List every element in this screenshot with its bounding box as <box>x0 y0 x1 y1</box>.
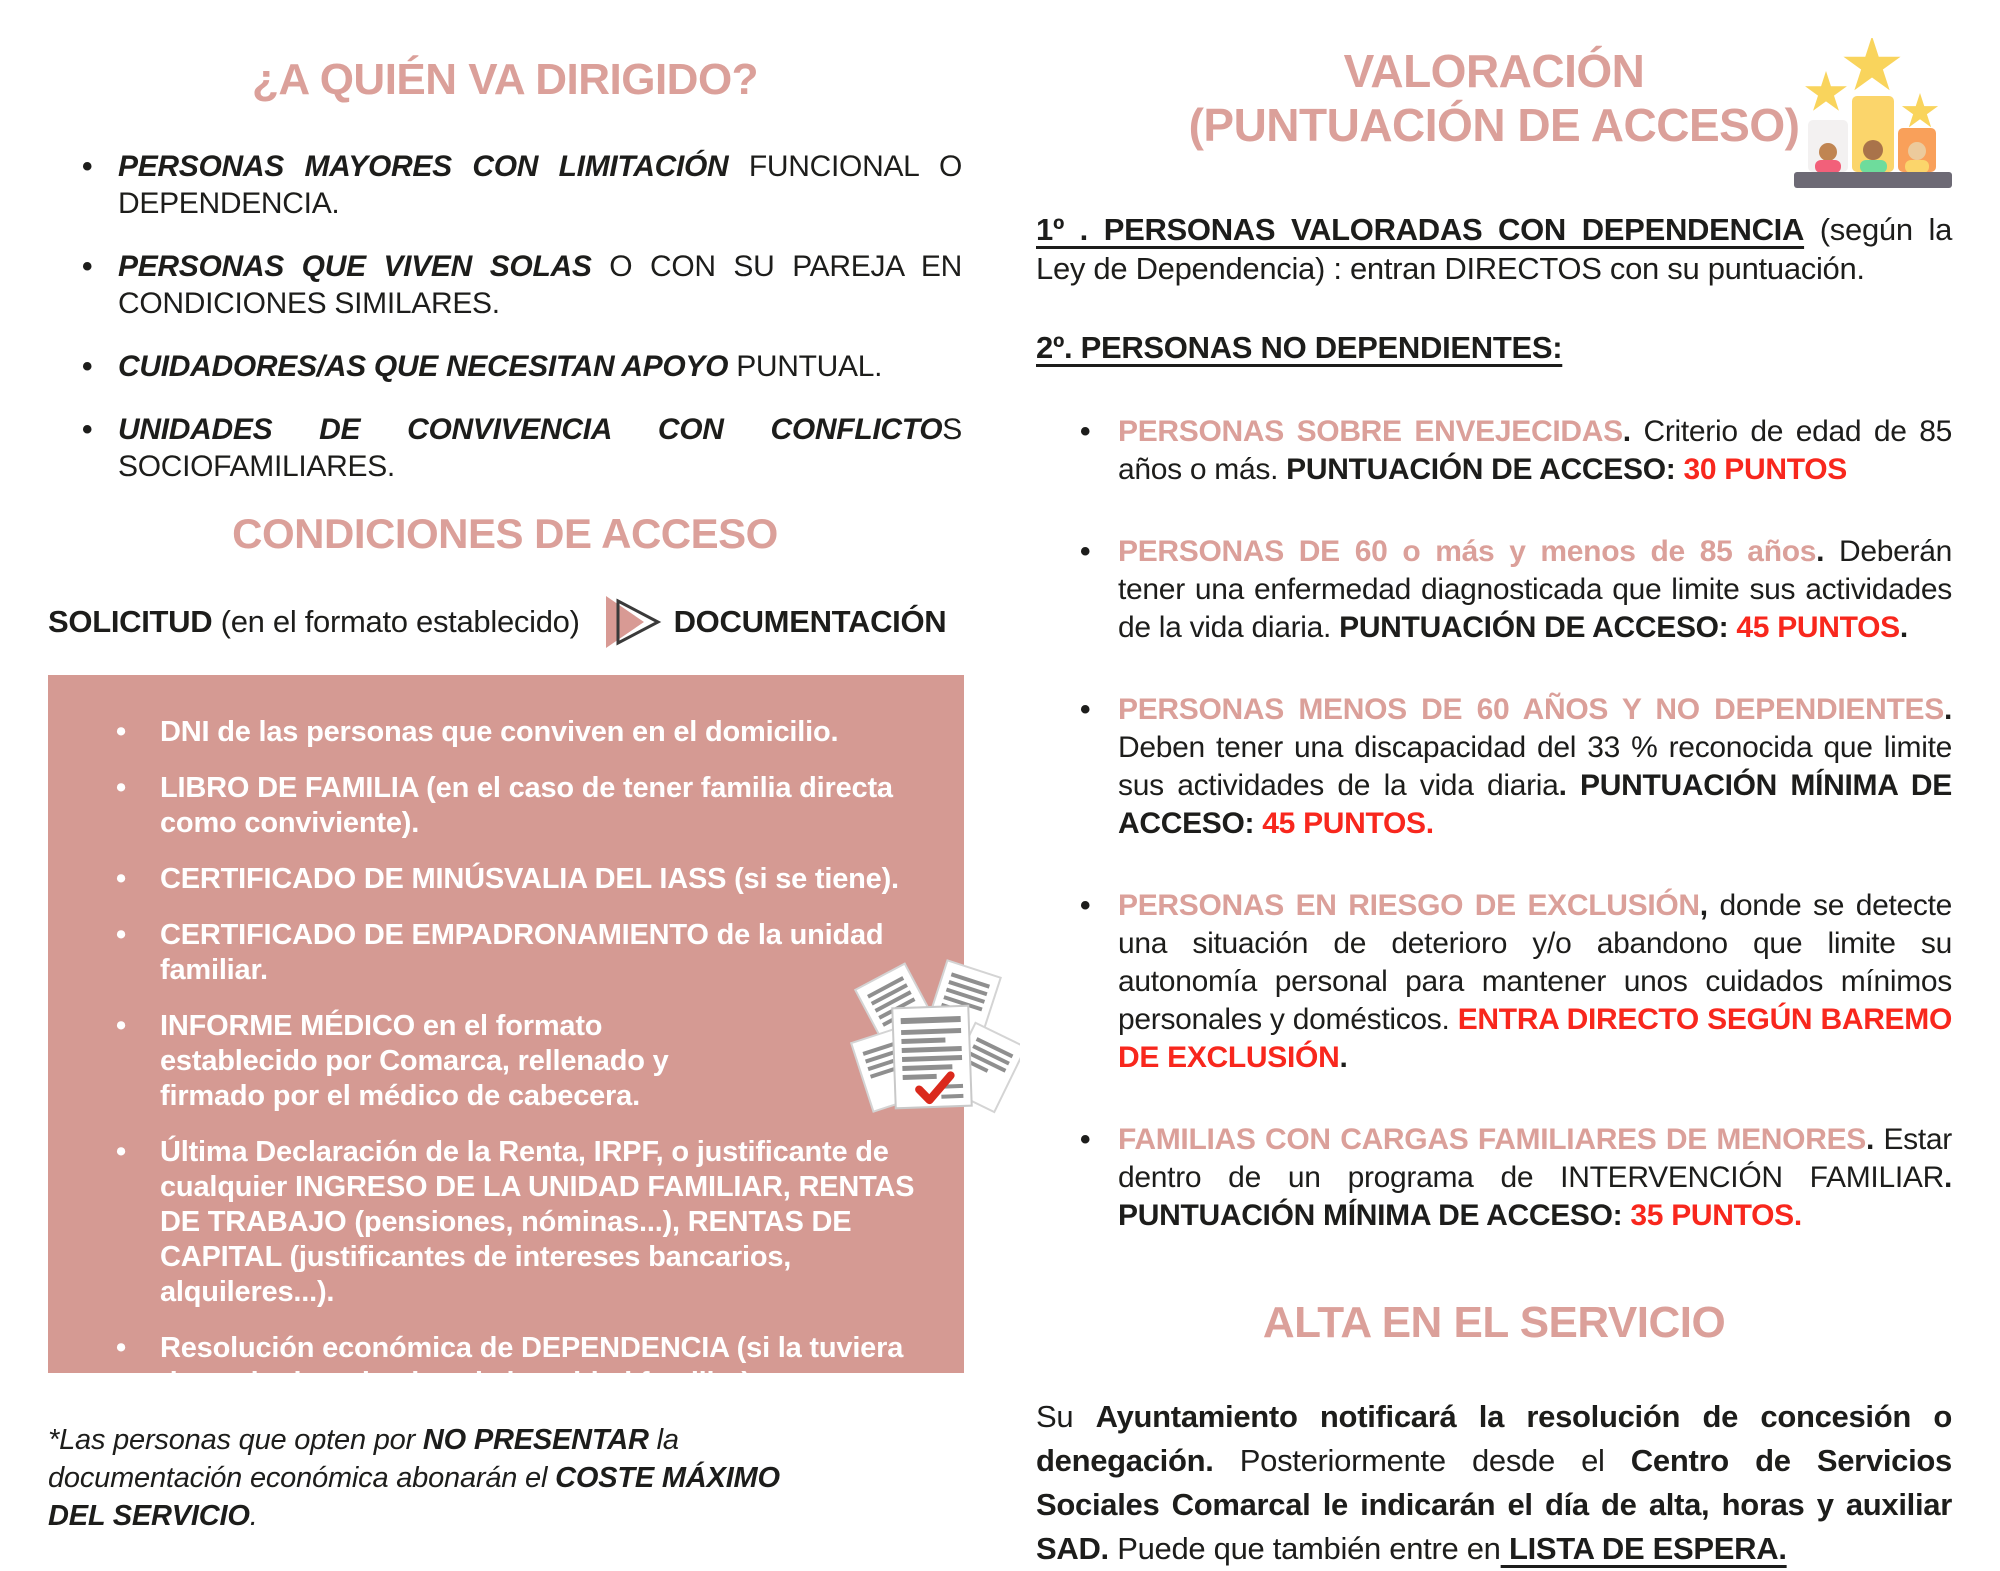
alta-paragraph: Su Ayuntamiento notificará la resolución de concesión o denegación. Posteriormente desde el Centro de Servicios Sociales Comarcal le indicarán el día de alta, horas y auxiliar SAD. Puede que también entre en LISTA DE ESPERA. <box>1036 1399 1952 1566</box>
right-column <box>1036 0 1952 1571</box>
document-item: • INFORME MÉDICO en el formato establecido por Comarca, rellenado y firmado por el médico de cabecera. <box>98 1009 920 1114</box>
valuation-intro-2: 2º. PERSONAS NO DEPENDIENTES: <box>1036 330 1563 365</box>
documents-box <box>48 675 964 1399</box>
valuation-list <box>1036 413 1952 1235</box>
valuation-header <box>1036 44 1952 152</box>
audience-title: ¿A QUIÉN VA DIRIGIDO? <box>251 55 759 104</box>
audience-item: • PERSONAS QUE VIVEN SOLAS O CON SU PAREJA EN CONDICIONES SIMILARES. <box>48 248 962 322</box>
document-item: • LIBRO DE FAMILIA (en el caso de tener familia directa como conviviente). <box>98 771 920 841</box>
audience-item: • PERSONAS MAYORES CON LIMITACIÓN FUNCIONAL O DEPENDENCIA. <box>48 148 962 222</box>
documents-list <box>98 715 920 1401</box>
alta-title: ALTA EN EL SERVICIO <box>1262 1298 1726 1347</box>
audience-item: • UNIDADES DE CONVIVENCIA CON CONFLICTOS SOCIOFAMILIARES. <box>48 411 962 485</box>
documentacion-label: DOCUMENTACIÓN <box>673 604 947 639</box>
footnote: *Las personas que opten por NO PRESENTAR la documentación económica abonarán el COSTE MÁXIMO DEL SERVICIO. <box>48 1424 780 1532</box>
document-item: • CERTIFICADO DE MINÚSVALIA DEL IASS (si se tiene). <box>98 862 920 897</box>
solicitud-label: SOLICITUD (en el formato establecido) <box>48 604 580 639</box>
solicitud-flow-row <box>48 593 962 651</box>
access-conditions-title: CONDICIONES DE ACCESO <box>232 510 778 557</box>
valuation-title-line1: VALORACIÓN <box>1343 45 1645 97</box>
arrow-right-icon <box>602 593 666 651</box>
document-item: • DNI de las personas que conviven en el domicilio. <box>98 715 920 750</box>
audience-list <box>48 148 962 485</box>
documents-check-icon <box>844 947 1020 1123</box>
podium-stars-icon <box>1786 38 1958 196</box>
valuation-item: • PERSONAS EN RIESGO DE EXCLUSIÓN, donde se detecte una situación de deterioro y/o abandono que limite su autonomía personal para mantener unos cuidados mínimos personales y domésticos. ENTRA DIRECTO SEGÚN BAREMO DE EXCLUSIÓN. <box>1036 887 1952 1077</box>
valuation-intro-1: 1º . PERSONAS VALORADAS CON DEPENDENCIA (según la Ley de Dependencia) : entran DIRECTOS con su puntuación. <box>1036 212 1953 286</box>
valuation-title-line2: (PUNTUACIÓN DE ACCESO) <box>1188 99 1800 151</box>
valuation-item: • PERSONAS SOBRE ENVEJECIDAS. Criterio de edad de 85 años o más. PUNTUACIÓN DE ACCESO: 30 PUNTOS <box>1036 413 1952 489</box>
left-column <box>48 0 962 1535</box>
document-item: • Resolución económica de DEPENDENCIA (si la tuviera de cualquier miembro de la unidad familiar). <box>98 1331 920 1401</box>
document-item: • Última Declaración de la Renta, IRPF, o justificante de cualquier INGRESO DE LA UNIDAD FAMILIAR, RENTAS DE TRABAJO (pensiones, nóminas...), RENTAS DE CAPITAL (justificantes de intereses bancarios, alquileres...). <box>98 1135 920 1310</box>
audience-item: • CUIDADORES/AS QUE NECESITAN APOYO PUNTUAL. <box>48 348 962 385</box>
valuation-item: • FAMILIAS CON CARGAS FAMILIARES DE MENORES. Estar dentro de un programa de INTERVENCIÓN FAMILIAR. PUNTUACIÓN MÍNIMA DE ACCESO: 35 PUNTOS. <box>1036 1121 1952 1235</box>
document-item: • CERTIFICADO DE EMPADRONAMIENTO de la unidad familiar. <box>98 918 920 988</box>
valuation-item: • PERSONAS MENOS DE 60 AÑOS Y NO DEPENDIENTES. Deben tener una discapacidad del 33 % reconocida que limite sus actividades de la vida diaria. PUNTUACIÓN MÍNIMA DE ACCESO: 45 PUNTOS. <box>1036 691 1952 843</box>
valuation-item: • PERSONAS DE 60 o más y menos de 85 años. Deberán tener una enfermedad diagnosticada que limite sus actividades de la vida diaria. PUNTUACIÓN DE ACCESO: 45 PUNTOS. <box>1036 533 1952 647</box>
